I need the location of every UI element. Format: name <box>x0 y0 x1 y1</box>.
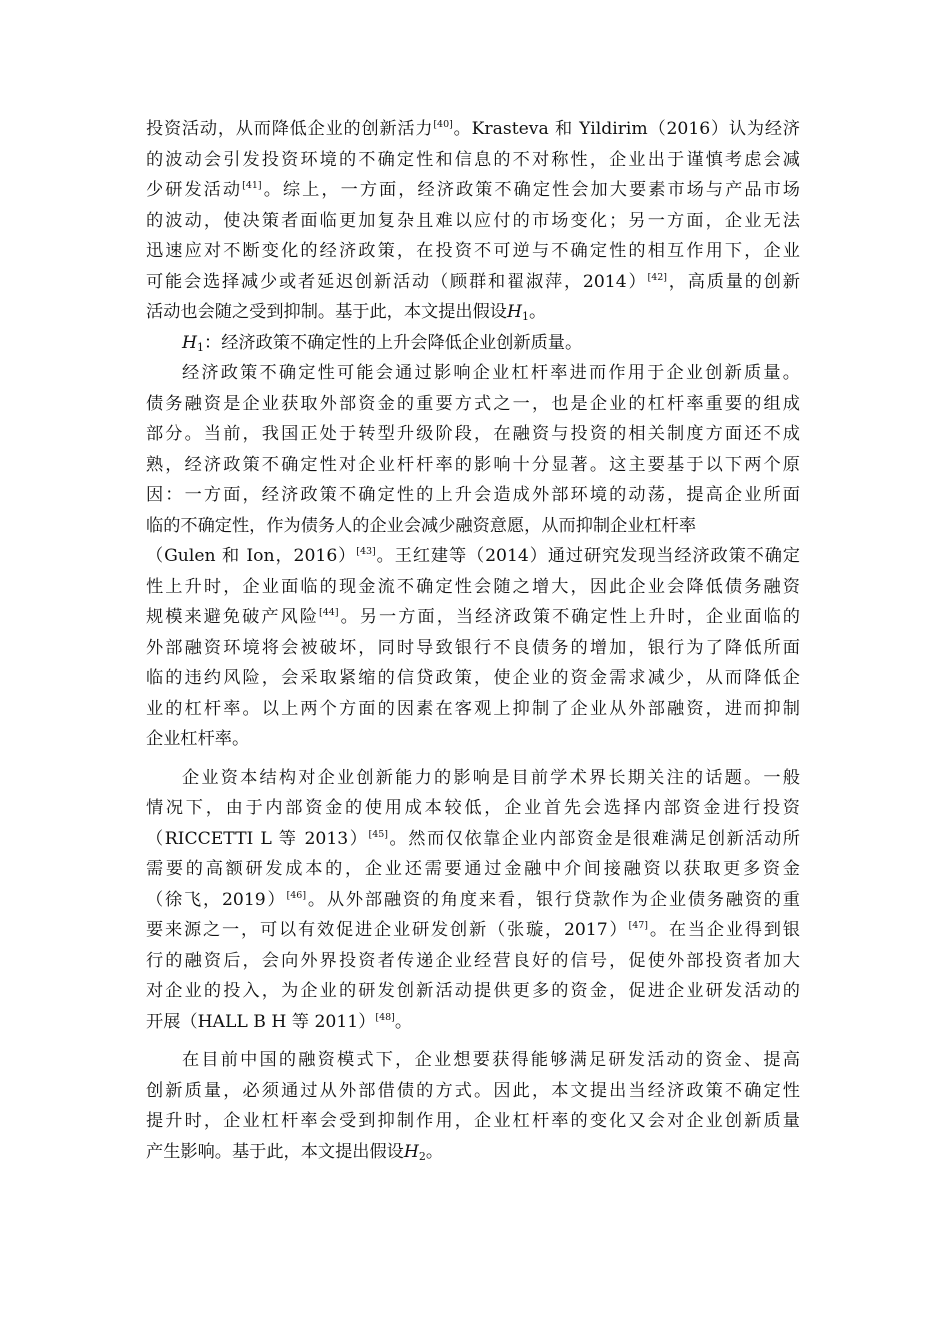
text-line: （Gulen 和 Ion，2016）[43]。王红建等（2014）通过研究发现当经济政策不确定 <box>146 546 800 566</box>
text-line: 债务融资是企业获取外部资金的重要方式之一，也是企业的杠杆率重要的组成 <box>146 393 800 414</box>
citation: [41] <box>242 180 262 191</box>
text-line: 性上升时，企业面临的现金流不确定性会随之增大，因此企业会降低债务融资 <box>146 576 800 597</box>
paragraph-3 <box>146 358 800 755</box>
text-line: 创新质量，必须通过从外部借债的方式。因此，本文提出当经济政策不确定性 <box>146 1080 800 1101</box>
text-line: 熟，经济政策不确定性对企业杆杆率的影响十分显著。这主要基于以下两个原 <box>146 454 800 475</box>
citation: [43] <box>356 546 376 557</box>
text-line: 外部融资环境将会被破坏，同时导致银行不良债务的增加，银行为了降低所面 <box>146 637 800 658</box>
paragraph-1 <box>146 114 800 328</box>
hypothesis-symbol: $H_2$ <box>403 1141 426 1163</box>
citation: [44] <box>319 607 339 618</box>
text-line: 因：一方面，经济政策不确定性的上升会造成外部环境的动荡，提高企业所面 <box>146 485 800 505</box>
text-line: 规模来避免破产风险[44]。另一方面，当经济政策不确定性上升时，企业面临的 <box>146 607 800 627</box>
text-line: 部分。当前，我国正处于转型升级阶段，在融资与投资的相关制度方面还不成 <box>146 424 800 444</box>
citation: [46] <box>286 889 307 901</box>
text-line: 要来源之一，可以有效促进企业研发创新（张璇，2017）[47]。在当企业得到银 <box>146 920 800 940</box>
text-line: 迅速应对不断变化的经济政策，在投资不可逆与不确定性的相互作用下，企业 <box>146 241 800 261</box>
text-line: 的波动，使决策者面临更加复杂且难以应付的市场变化；另一方面，企业无法 <box>146 210 800 231</box>
text-line: 临的违约风险，会采取紧缩的信贷政策，使企业的资金需求减少，从而降低企 <box>146 668 800 688</box>
citation: [45] <box>368 828 389 840</box>
paragraph-5 <box>146 1045 800 1167</box>
citation: [47] <box>628 920 649 931</box>
text-line: 投资活动，从而降低企业的创新活力[40]。Krasteva 和 Yildirim（2016）认为经济 <box>146 119 800 139</box>
text-line: 在目前中国的融资模式下，企业想要获得能够满足研发活动的资金、提高 <box>182 1050 800 1070</box>
citation: [48] <box>375 1011 395 1023</box>
text-line: 可能会选择减少或者延迟创新活动（顾群和翟淑萍，2014）[42]，高质量的创新 <box>146 271 800 292</box>
hypothesis-1 <box>146 328 800 359</box>
hypothesis-symbol: $H_1$ <box>506 302 529 323</box>
paragraph-4 <box>146 763 800 1038</box>
text-line: 产生影响。基于此，本文提出假设$H_2$。 <box>146 1141 444 1163</box>
hypothesis-symbol: $H_1$ <box>182 332 204 354</box>
text-line: （RICCETTI L 等 2013）[45]。然而仅依靠企业内部资金是很难满足创新活动所 <box>146 828 800 849</box>
text-line: （徐飞，2019）[46]。从外部融资的角度来看，银行贷款作为企业债务融资的重 <box>146 889 800 910</box>
text-line: 开展（HALL B H 等 2011）[48]。 <box>146 1011 413 1032</box>
text-line: 企业资本结构对企业创新能力的影响是目前学术界长期关注的话题。一般 <box>182 767 800 788</box>
text-line: 临的不确定性，作为债务人的企业会减少融资意愿，从而抑制企业杠杆率 <box>146 515 697 536</box>
text-line: $H_1$：经济政策不确定性的上升会降低企业创新质量。 <box>182 332 583 354</box>
text-line: 情况下，由于内部资金的使用成本较低，企业首先会选择内部资金进行投资 <box>146 798 800 818</box>
text-line: 需要的高额研发成本的，企业还需要通过金融中介间接融资以获取更多资金 <box>146 859 800 879</box>
text-line: 经济政策不确定性可能会通过影响企业杠杆率进而作用于企业创新质量。 <box>182 363 800 383</box>
text-line: 的波动会引发投资环境的不确定性和信息的不对称性，企业出于谨慎考虑会减 <box>146 149 800 170</box>
text-line: 业的杠杆率。以上两个方面的因素在客观上抑制了企业从外部融资，进而抑制 <box>146 698 800 719</box>
text-line: 少研发活动[41]。综上，一方面，经济政策不确定性会加大要素市场与产品市场 <box>146 180 800 200</box>
text-line: 企业杠杆率。 <box>146 729 250 749</box>
body-text <box>146 114 800 1167</box>
paragraph-gap <box>146 755 800 763</box>
citation: [42] <box>647 271 667 283</box>
text-line: 行的融资后，会向外界投资者传递企业经营良好的信号，促使外部投资者加大 <box>146 950 800 971</box>
citation: [40] <box>433 119 453 130</box>
text-line: 对企业的投入，为企业的研发创新活动提供更多的资金，促进企业研发活动的 <box>146 981 800 1001</box>
text-line: 活动也会随之受到抑制。基于此，本文提出假设$H_1$。 <box>146 302 547 323</box>
paragraph-gap <box>146 1037 800 1045</box>
text-line: 提升时，企业杠杆率会受到抑制作用，企业杠杆率的变化又会对企业创新质量 <box>146 1111 800 1131</box>
